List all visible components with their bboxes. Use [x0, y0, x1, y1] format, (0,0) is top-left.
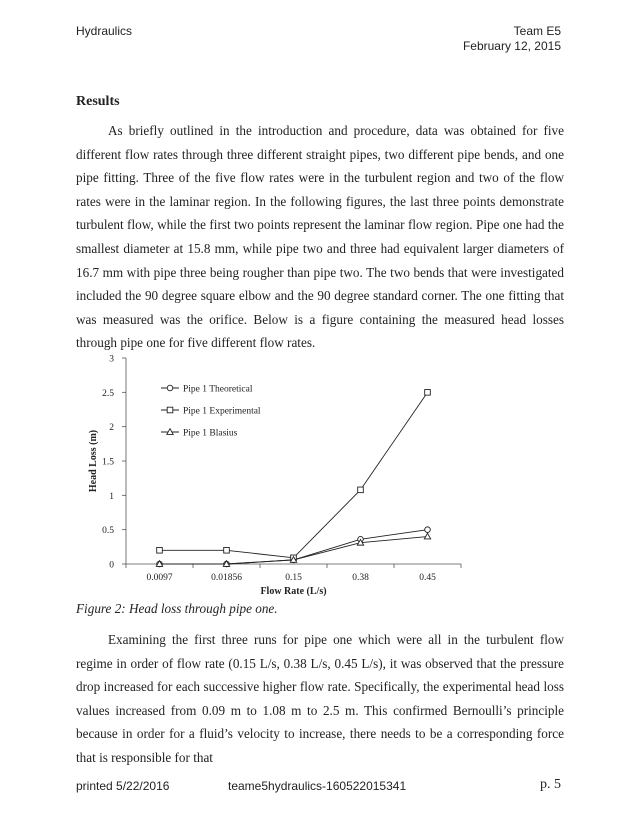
- y-tick-label: 0: [109, 560, 114, 571]
- section-title: Results: [76, 94, 120, 109]
- y-tick-label: 0.5: [102, 526, 114, 537]
- header-team: Team E5: [513, 24, 561, 38]
- y-tick-label: 1: [109, 491, 114, 502]
- header-team-date: [463, 24, 561, 54]
- x-tick-label: 0.15: [285, 573, 302, 583]
- figure-caption: Figure 2: Head loss through pipe one.: [76, 601, 278, 616]
- data-point: [224, 547, 230, 553]
- discussion-paragraph: Examining the first three runs for pipe one which were all in the turbulent flow regime in order of flow rate (0.15 L/s, 0.38 L/s, 0.45 L/s), it was observed that the pressure drop increased for each successive higher flow rate. Specifically, the experimental head loss values increased from 0.09 m to 1.08 m to 2.5 m. This confirmed Bernoulli’s principle because in order for a fluid’s velocity to increase, there needs to be a corresponding force that is responsible for that: [76, 632, 564, 765]
- legend-label: Pipe 1 Blasius: [183, 428, 238, 439]
- y-axis-ticks: [102, 355, 126, 571]
- x-tick-label: 0.01856: [211, 573, 242, 583]
- y-tick-label: 1.5: [102, 457, 114, 468]
- legend-marker: [167, 385, 173, 391]
- header-date: February 12, 2015: [462, 39, 561, 53]
- x-axis-ticks: [126, 564, 461, 583]
- results-paragraph: As briefly outlined in the introduction and procedure, data was obtained for five different flow rates through three different straight pipes, two different pipe bends, and one pipe fitting. Three of the five flow rates were in the turbulent region and two of the flow rates were in the laminar region. In the following figures, the last three points demonstrate turbulent flow, while the first two points represent the laminar flow region. Pipe one had the smallest diameter at 15.8 mm, while pipe two and three had equivalent larger diameters of 16.7 mm with pipe three being rougher than pipe two. The two bends that were investigated included the 90 degree square elbow and the 90 degree standard corner. The one fitting that was measured was the orifice. Below is a figure containing the measured head losses through pipe one for five different flow rates.: [76, 123, 564, 351]
- footer-filename: teame5hydraulics-160522015341: [228, 779, 407, 793]
- x-tick-label: 0.45: [419, 573, 436, 583]
- header-course: Hydraulics: [76, 24, 133, 38]
- legend-item: [161, 429, 238, 439]
- data-point: [424, 533, 430, 539]
- footer-printed-date: printed 5/22/2016: [76, 779, 170, 793]
- legend-label: Pipe 1 Experimental: [183, 406, 261, 417]
- head-loss-chart: [76, 346, 486, 596]
- chart-legend: [161, 385, 261, 439]
- y-tick-label: 2: [109, 423, 114, 434]
- chart-axes: [126, 358, 461, 564]
- series-line: [160, 392, 428, 557]
- data-point: [425, 390, 431, 396]
- footer-page-number: p. 5: [540, 777, 561, 792]
- data-point: [425, 527, 431, 533]
- legend-marker: [167, 407, 173, 413]
- x-tick-label: 0.0097: [146, 573, 173, 583]
- legend-item: [161, 407, 261, 417]
- y-tick-label: 2.5: [102, 388, 114, 399]
- y-axis-label: Head Loss (m): [88, 429, 99, 493]
- data-point: [157, 547, 163, 553]
- x-tick-label: 0.38: [352, 573, 369, 583]
- legend-marker: [167, 429, 173, 435]
- series-triangle: [156, 533, 430, 566]
- legend-label: Pipe 1 Theoretical: [183, 384, 253, 395]
- x-axis-label: Flow Rate (L/s): [260, 586, 327, 596]
- legend-item: [161, 385, 253, 395]
- y-tick-label: 3: [109, 354, 114, 365]
- data-point: [358, 487, 364, 493]
